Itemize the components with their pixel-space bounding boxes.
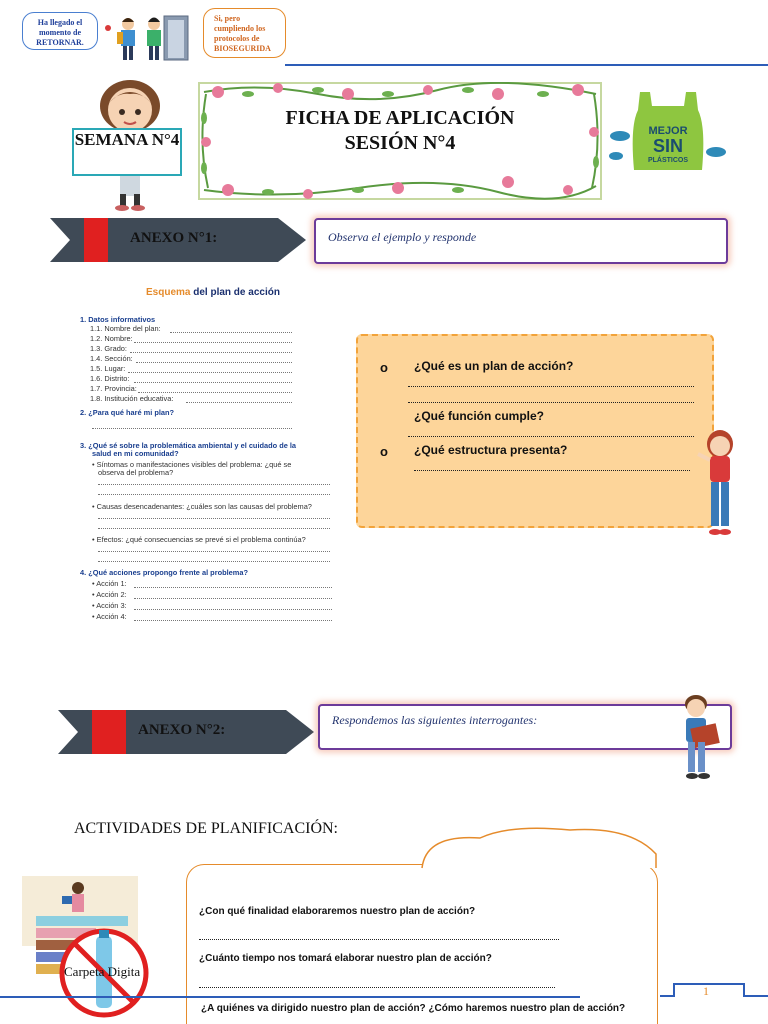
answer-line [199,987,555,988]
answer-line [408,386,694,387]
scheme-action: • Acción 1: [92,579,127,588]
scheme-item: 1.6. Distrito: [90,374,130,383]
planning-question-3: ¿A quiénes va dirigido nuestro plan de acción? ¿Cómo haremos nuestro plan de acción? [201,1003,626,1014]
answer-line [414,470,690,471]
scheme-title-highlight: Esquema [146,287,191,298]
scheme-item: 1.8. Institución educativa: [90,394,174,403]
no-plastic-bag-badge [606,86,730,178]
badge-line3: PLÁSTICOS [647,157,689,164]
action-plan-scheme [78,283,340,623]
planning-questions-box [186,864,658,1024]
answer-line [98,561,330,562]
cloud-top-decoration [420,824,660,870]
students-door-illustration [100,12,195,64]
scheme-action: • Acción 4: [92,612,127,621]
scheme-action: • Acción 3: [92,601,127,610]
scheme-item: 1.3. Grado: [90,344,127,353]
scheme-title-rest: del plan de acción [190,287,280,298]
question-2: ¿Qué función cumple? [414,409,545,423]
activities-heading: ACTIVIDADES DE PLANIFICACIÓN: [74,820,338,837]
carpeta-digital-label: Carpeta Digita [64,964,141,979]
scheme-item: 1.2. Nombre: [90,334,133,343]
speech-bubble-left [22,12,98,50]
anexo2-label: ANEXO N°2: [138,722,226,738]
page-title-line2: SESIÓN N°4 [344,132,456,154]
bullet-icon: o [380,360,388,375]
answer-line [98,518,330,519]
question-1: ¿Qué es un plan de acción? [414,359,574,373]
anexo2-instruction-box [318,704,732,750]
footer-divider-left [0,996,580,998]
girl-pointing-illustration [696,428,742,542]
anexo2-instruction: Respondemos las siguientes interrogantes: [332,713,538,727]
scheme-title [146,287,280,298]
anexo1-label: ANEXO N°1: [130,230,218,246]
page-number-tab [660,982,768,1002]
scheme-section4-title: 4. ¿Qué acciones propongo frente al problema? [80,568,248,577]
answer-line [134,620,332,621]
answer-line [128,372,292,373]
questions-box [356,334,714,528]
speech-bubble-right [203,8,286,58]
answer-line [92,428,292,429]
question-3: ¿Qué estructura presenta? [414,443,568,457]
answer-line [136,362,292,363]
scheme-section3-title-l2: salud en mi comunidad? [92,449,179,458]
scheme-bullet: • Síntomas o manifestaciones visibles del problema: ¿qué se [92,460,292,469]
scheme-bullet: • Causas desencadenantes: ¿cuáles son las causas del problema? [92,502,312,511]
answer-line [170,332,292,333]
speech-bubble-left-text: Ha llegado el momento de RETORNAR. [36,18,84,47]
answer-line [134,598,332,599]
answer-line [98,551,330,552]
header-divider [285,64,768,66]
scheme-action: • Acción 2: [92,590,127,599]
anexo1-instruction-box [314,218,728,264]
week-sign-text: SEMANA N°4 [74,130,180,149]
page-number: 1 [703,984,709,998]
scheme-item: 1.1. Nombre del plan: [90,324,161,333]
planning-question-1: ¿Con qué finalidad elaboraremos nuestro plan de acción? [199,906,476,917]
answer-line [408,402,694,403]
answer-line [138,392,292,393]
anexo1-instruction: Observa el ejemplo y responde [328,230,477,244]
bullet-icon: o [380,444,388,459]
answer-line [98,484,330,485]
planning-question-2: ¿Cuánto tiempo nos tomará elaborar nuestro plan de acción? [199,953,492,964]
page-title [198,106,602,156]
answer-line [98,494,330,495]
answer-line [134,587,332,588]
scheme-section2-title: 2. ¿Para qué haré mi plan? [80,408,175,417]
page-title-line1: FICHA DE APLICACIÓN [285,107,515,129]
scheme-bullet: • Efectos: ¿qué consecuencias se prevé si el problema continúa? [92,535,306,544]
scheme-item: 1.4. Sección: [90,354,133,363]
scheme-item: 1.5. Lugar: [90,364,126,373]
scheme-section1-title: 1. Datos informativos [80,315,156,324]
scheme-section3-title-l1: 3. ¿Qué sé sobre la problemática ambiental y el cuidado de la [80,441,297,450]
answer-line [186,402,292,403]
answer-line [134,342,292,343]
speech-bubble-right-text: Si, pero cumpliendo los protocolos de BIOSEGURIDA [214,14,271,53]
scheme-item: 1.7. Provincia: [90,384,137,393]
week-sign [72,128,182,176]
answer-line [134,609,332,610]
boy-reading-illustration [674,692,724,782]
scheme-bullet-cont: observa del problema? [98,468,174,477]
answer-line [408,436,694,437]
answer-line [98,528,330,529]
answer-line [134,382,292,383]
badge-line1: MEJOR [648,125,688,137]
answer-line [130,352,292,353]
reading-and-no-bottle-illustration [22,876,172,1024]
answer-line [199,939,559,940]
badge-line2: SIN [652,136,684,156]
